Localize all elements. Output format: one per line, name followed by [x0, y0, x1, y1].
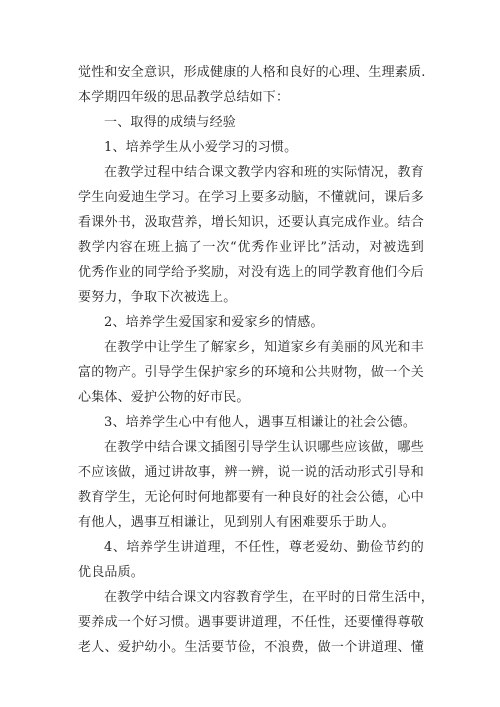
text-line: 教学内容在班上搞了一次“优秀作业评比”活动，对被选到	[78, 240, 424, 255]
text-line: 在教学中结合课文内容教育学生，在平时的日常生活中，	[104, 590, 435, 605]
text-line: 优秀作业的同学给予奖励，对没有选上的同学教育他们今后	[78, 265, 424, 280]
text-line: 心集体、爱护公物的好市民。	[78, 390, 250, 405]
text-line: 在教学过程中结合课文教学内容和班的实际情况，教育	[104, 165, 424, 180]
subheading: 1、培养学生从小爱学习的习惯。	[104, 140, 298, 155]
text-line: 不应该做，通过讲故事，辨一辨，说一说的活动形式引导和	[78, 465, 424, 480]
text-line: 要养成一个好习惯。遇事要讲道理，不任性，还要懂得尊敬	[78, 615, 424, 630]
text-line: 在教学中让学生了解家乡，知道家乡有美丽的风光和丰	[104, 340, 424, 355]
text-line: 教育学生，无论何时何地都要有一种良好的社会公德，心中	[78, 490, 424, 505]
text-line: 看课外书，汲取营养，增长知识，还要认真完成作业。结合	[78, 215, 424, 230]
text-line: 老人、爱护幼小。生活要节俭，不浪费，做一个讲道理、懂	[78, 640, 424, 655]
subheading: 3、培养学生心中有他人，遇事互相谦让的社会公德。	[104, 415, 417, 430]
text-line: 在教学中结合课文插图引导学生认识哪些应该做，哪些	[104, 440, 424, 455]
document-body	[78, 60, 435, 660]
text-line: 富的物产。引导学生保护家乡的环境和公共财物，做一个关	[78, 365, 424, 380]
subheading: 2、培养学生爱国家和爱家乡的情感。	[104, 315, 324, 330]
text-line: 要努力，争取下次被选上。	[78, 290, 237, 305]
subheading-continuation: 优良品质。	[78, 565, 145, 580]
text-line: 学生向爱迪生学习。在学习上要多动脑，不懂就问，课后多	[78, 190, 424, 205]
subheading: 4、培养学生讲道理，不任性，尊老爱幼、勤俭节约的	[104, 540, 424, 555]
section-heading: 一、取得的成绩与经验	[104, 115, 237, 130]
text-line: 本学期四年级的思品教学总结如下：	[78, 90, 290, 105]
text-line: 觉性和安全意识，形成健康的人格和良好的心理、生理素质.	[78, 65, 426, 80]
text-line: 有他人，遇事互相谦让，见到别人有困难要乐于助人。	[78, 515, 395, 530]
